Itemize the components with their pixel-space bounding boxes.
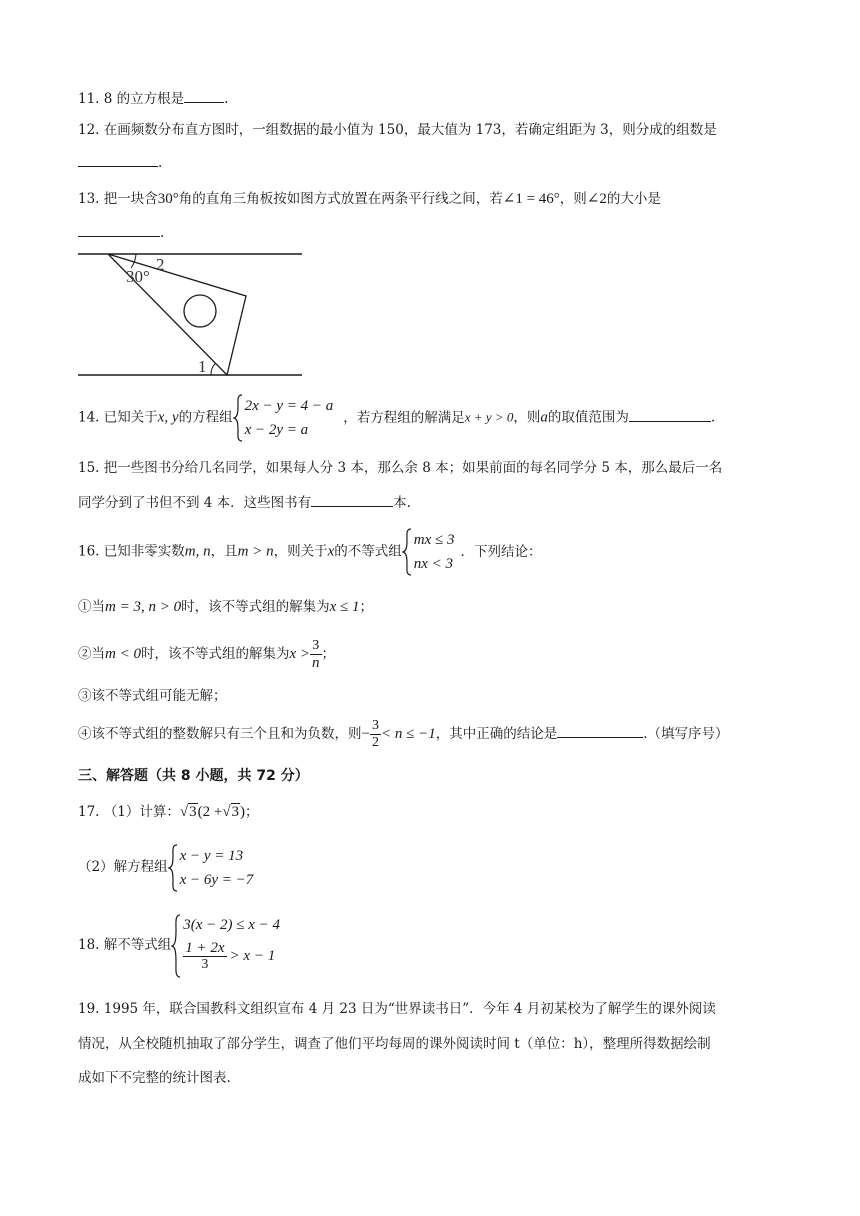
q13-angle-30: 30°	[157, 191, 179, 207]
brace-icon	[402, 528, 412, 576]
q12-answer-blank[interactable]	[78, 152, 158, 167]
question-12-blank-line: .	[78, 152, 162, 173]
question-18: 18. 解不等式组 3(x − 2) ≤ x − 4 $\frac{1 + 2x}{3}$ > x − 1	[78, 912, 280, 978]
label-2: 2	[156, 255, 165, 274]
triangle-ruler-figure	[76, 246, 306, 380]
question-15-line-2: 同学分到了书但不到 4 本．这些图书有 本.	[78, 492, 411, 513]
q16-conclusion-2: ②当m < 0时，该不等式组的解集为x > $\frac{3}{n}$ ；	[78, 638, 335, 671]
question-19: 19. 1995 年，联合国教科文组织宣布 4 月 23 日为“世界读书日”．今年 4 月初某校为了解学生的课外阅读	[78, 1001, 716, 1017]
question-12	[78, 120, 717, 140]
question-11: 11. 8 的立方根是 .	[78, 88, 228, 109]
sqrt-3-inner: √3	[222, 804, 240, 820]
section-3-heading: 三、解答题（共 8 小题，共 72 分）	[78, 768, 309, 784]
question-19-line-2: 情况，从全校随机抽取了部分学生，调查了他们平均每周的课外阅读时间 t（单位：h），整理所得数据绘制	[78, 1036, 711, 1052]
q11-text: 11. 8 的立方根是	[78, 91, 185, 107]
q14-answer-blank[interactable]	[629, 407, 711, 422]
label-1: 1	[198, 357, 207, 376]
question-13-blank-line: .	[78, 222, 164, 243]
q16-answer-blank[interactable]	[557, 723, 643, 738]
fraction-3-over-2: $\frac{3}{2}$	[371, 718, 379, 750]
q13-asked-angle: ∠2	[586, 191, 607, 207]
q16-conclusion-1: ①当m = 3, n > 0时，该不等式组的解集为x ≤ 1；	[78, 599, 373, 615]
q13-condition: ∠1 = 46°	[502, 191, 560, 207]
question-15: 15. 把一些图书分给几名同学，如果每人分 3 本，那么余 8 本；如果前面的每名同学分 5 本，那么最后一名	[78, 460, 723, 476]
q11-answer-blank[interactable]	[184, 88, 224, 103]
brace-icon	[233, 394, 243, 442]
brace-icon	[168, 844, 178, 892]
q18-inequality-system: 3(x − 2) ≤ x − 4 $\frac{1 + 2x}{3}$ > x − 1	[171, 914, 280, 978]
question-17-part-1: 17. （1）计算：√3(2 +√3)；	[78, 804, 259, 820]
q16-conclusion-4: ④该不等式组的整数解只有三个且和为负数，则− $\frac{3}{2}$ < n ≤ −1，其中正确的结论是 .（填写序号）	[78, 718, 729, 750]
question-16: 16. 已知非零实数m, n，且m > n，则关于x的不等式组 mx ≤ 3 nx < 3 ．下列结论：	[78, 528, 541, 576]
q15-answer-blank[interactable]	[311, 492, 393, 507]
question-17-part-2: （2）解方程组 x − y = 13 x − 6y = −7	[78, 843, 253, 892]
q16-inequality-system: mx ≤ 3 nx < 3	[402, 528, 455, 576]
question-13: 13. 把一块含30°角的直角三角板按如图方式放置在两条平行线之间，若∠1 = 46°，则∠2的大小是	[78, 191, 661, 207]
q17-equation-system: x − y = 13 x − 6y = −7	[168, 844, 254, 892]
q12-text: 12. 在画频数分布直方图时，一组数据的最小值为 150，最大值为 173，若确定组距为 3，则分成的组数是	[78, 122, 717, 138]
fraction-3-over-n: $\frac{3}{n}$	[312, 638, 320, 671]
ruler-hole	[184, 295, 216, 327]
fraction-1-plus-2x-over-3: $\frac{1 + 2x}{3}$	[185, 939, 225, 972]
angle-1-arc	[211, 363, 216, 375]
q14-eq-2: x − 2y = a	[244, 422, 309, 438]
question-19-line-3: 成如下不完整的统计图表.	[78, 1070, 231, 1086]
q14-equation-system	[233, 394, 334, 442]
q13-answer-blank[interactable]	[78, 222, 160, 237]
question-14: 14. 已知关于x, y的方程组 2x − y = 4 − a x − 2y = a ，若方程组的解满足x + y > 0，则a的取值范围为 .	[78, 394, 715, 442]
q16-conclusion-3: ③该不等式组可能无解；	[78, 688, 227, 704]
q14-eq-1: 2x − y = 4 − a	[244, 398, 334, 414]
sqrt-3: √3	[179, 804, 197, 820]
brace-icon	[171, 914, 181, 978]
q14-condition: x + y > 0	[464, 409, 514, 425]
label-30: 30°	[126, 267, 150, 286]
